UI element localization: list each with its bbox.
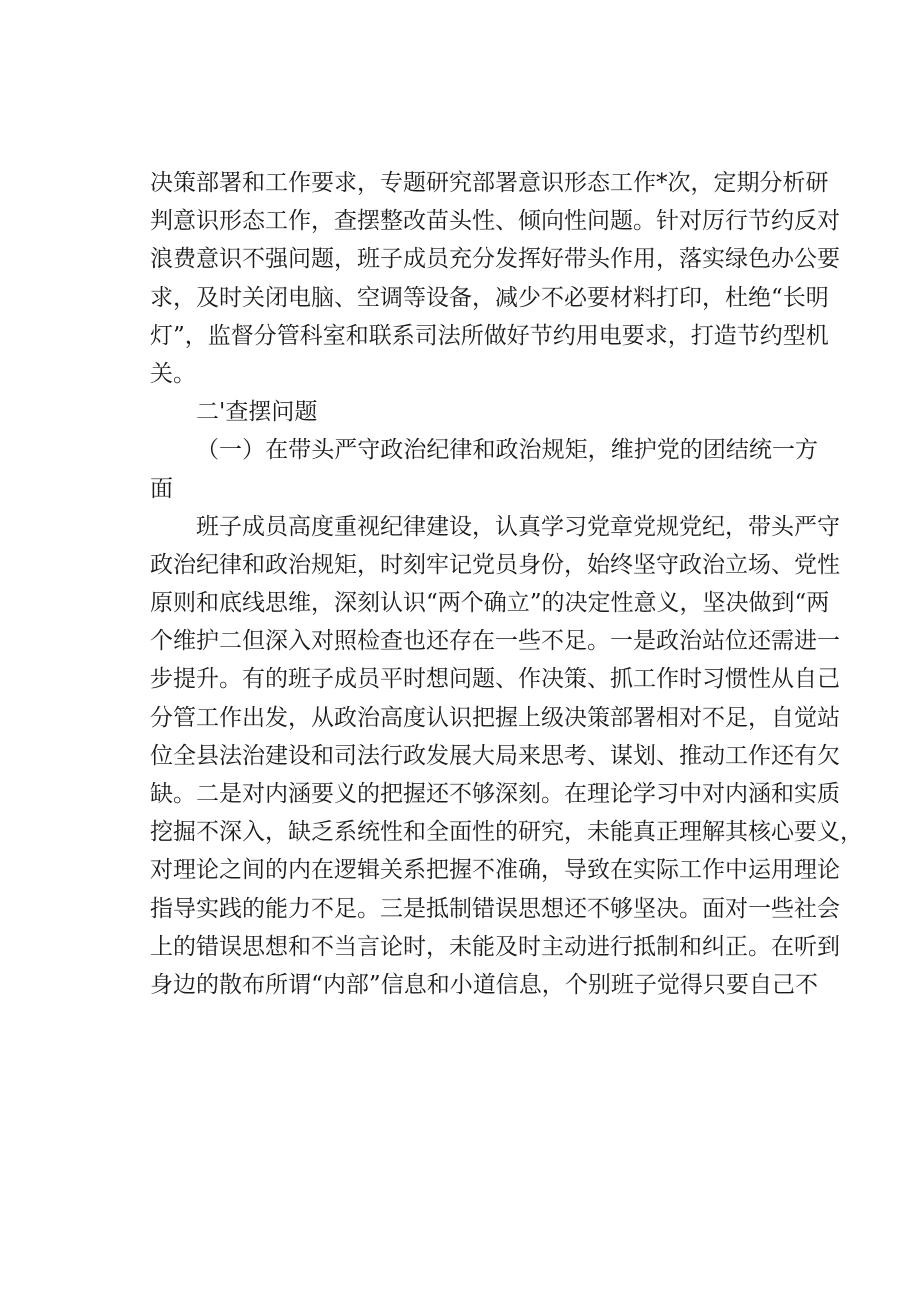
text-line: 浪费意识不强问题，班子成员充分发挥好带头作用，落实绿色办公要 xyxy=(150,246,840,273)
text-line: 上的错误思想和不当言论时，未能及时主动进行抵制和纠正。在听到 xyxy=(150,933,840,960)
document-body xyxy=(150,164,863,1004)
text-line: 分管工作出发，从政治高度认识把握上级决策部署相对不足，自觉站 xyxy=(150,704,840,731)
text-line: 求，及时关闭电脑、空调等设备，减少不必要材料打印，杜绝“长明 xyxy=(150,284,829,311)
text-line: 指导实践的能力不足。三是抵制错误思想还不够坚决。面对一些社会 xyxy=(150,895,840,922)
text-line: 缺。二是对内涵要义的把握还不够深刻。在理论学习中对内涵和实质 xyxy=(150,781,840,807)
text-line: 个维护二但深入对照检查也还存在一些不足。一是政治站位还需进一 xyxy=(150,628,840,655)
text-line: （一）在带头严守政治纪律和政治规矩，维护党的团结统一方 xyxy=(196,437,818,464)
text-line: 挖掘不深入，缺乏系统性和全面性的研究，未能真正理解其核心要义， xyxy=(150,819,863,846)
text-line: 判意识形态工作，查摆整改苗头性、倾向性问题。针对厉行节约反对 xyxy=(150,208,840,235)
text-line: 面 xyxy=(150,475,173,502)
text-line: 步提升。有的班子成员平时想问题、作决策、抓工作时习惯性从自己 xyxy=(150,666,840,693)
text-line: 位全县法治建设和司法行政发展大局来思考、谋划、推动工作还有欠 xyxy=(150,742,840,769)
text-line: 政治纪律和政治规矩，时刻牢记党员身份，始终坚守政治立场、党性 xyxy=(150,551,840,578)
text-line: 决策部署和工作要求，专题研究部署意识形态工作*次，定期分析研 xyxy=(150,170,829,196)
text-line: 灯”，监督分管科室和联系司法所做好节约用电要求，打造节约型机 xyxy=(150,322,829,349)
text-line: 二'查摆问题 xyxy=(196,399,318,426)
text-line: 关。 xyxy=(150,360,196,387)
text-line: 身边的散布所谓“内部”信息和小道信息，个别班子觉得只要自己不 xyxy=(150,971,818,998)
text-line: 对理论之间的内在逻辑关系把握不准确，导致在实际工作中运用理论 xyxy=(150,857,840,884)
text-line: 班子成员高度重视纪律建设，认真学习党章党规党纪，带头严守 xyxy=(196,513,840,540)
text-line: 原则和底线思维，深刻认识“两个确立”的决定性意义，坚决做到“两 xyxy=(150,590,830,617)
